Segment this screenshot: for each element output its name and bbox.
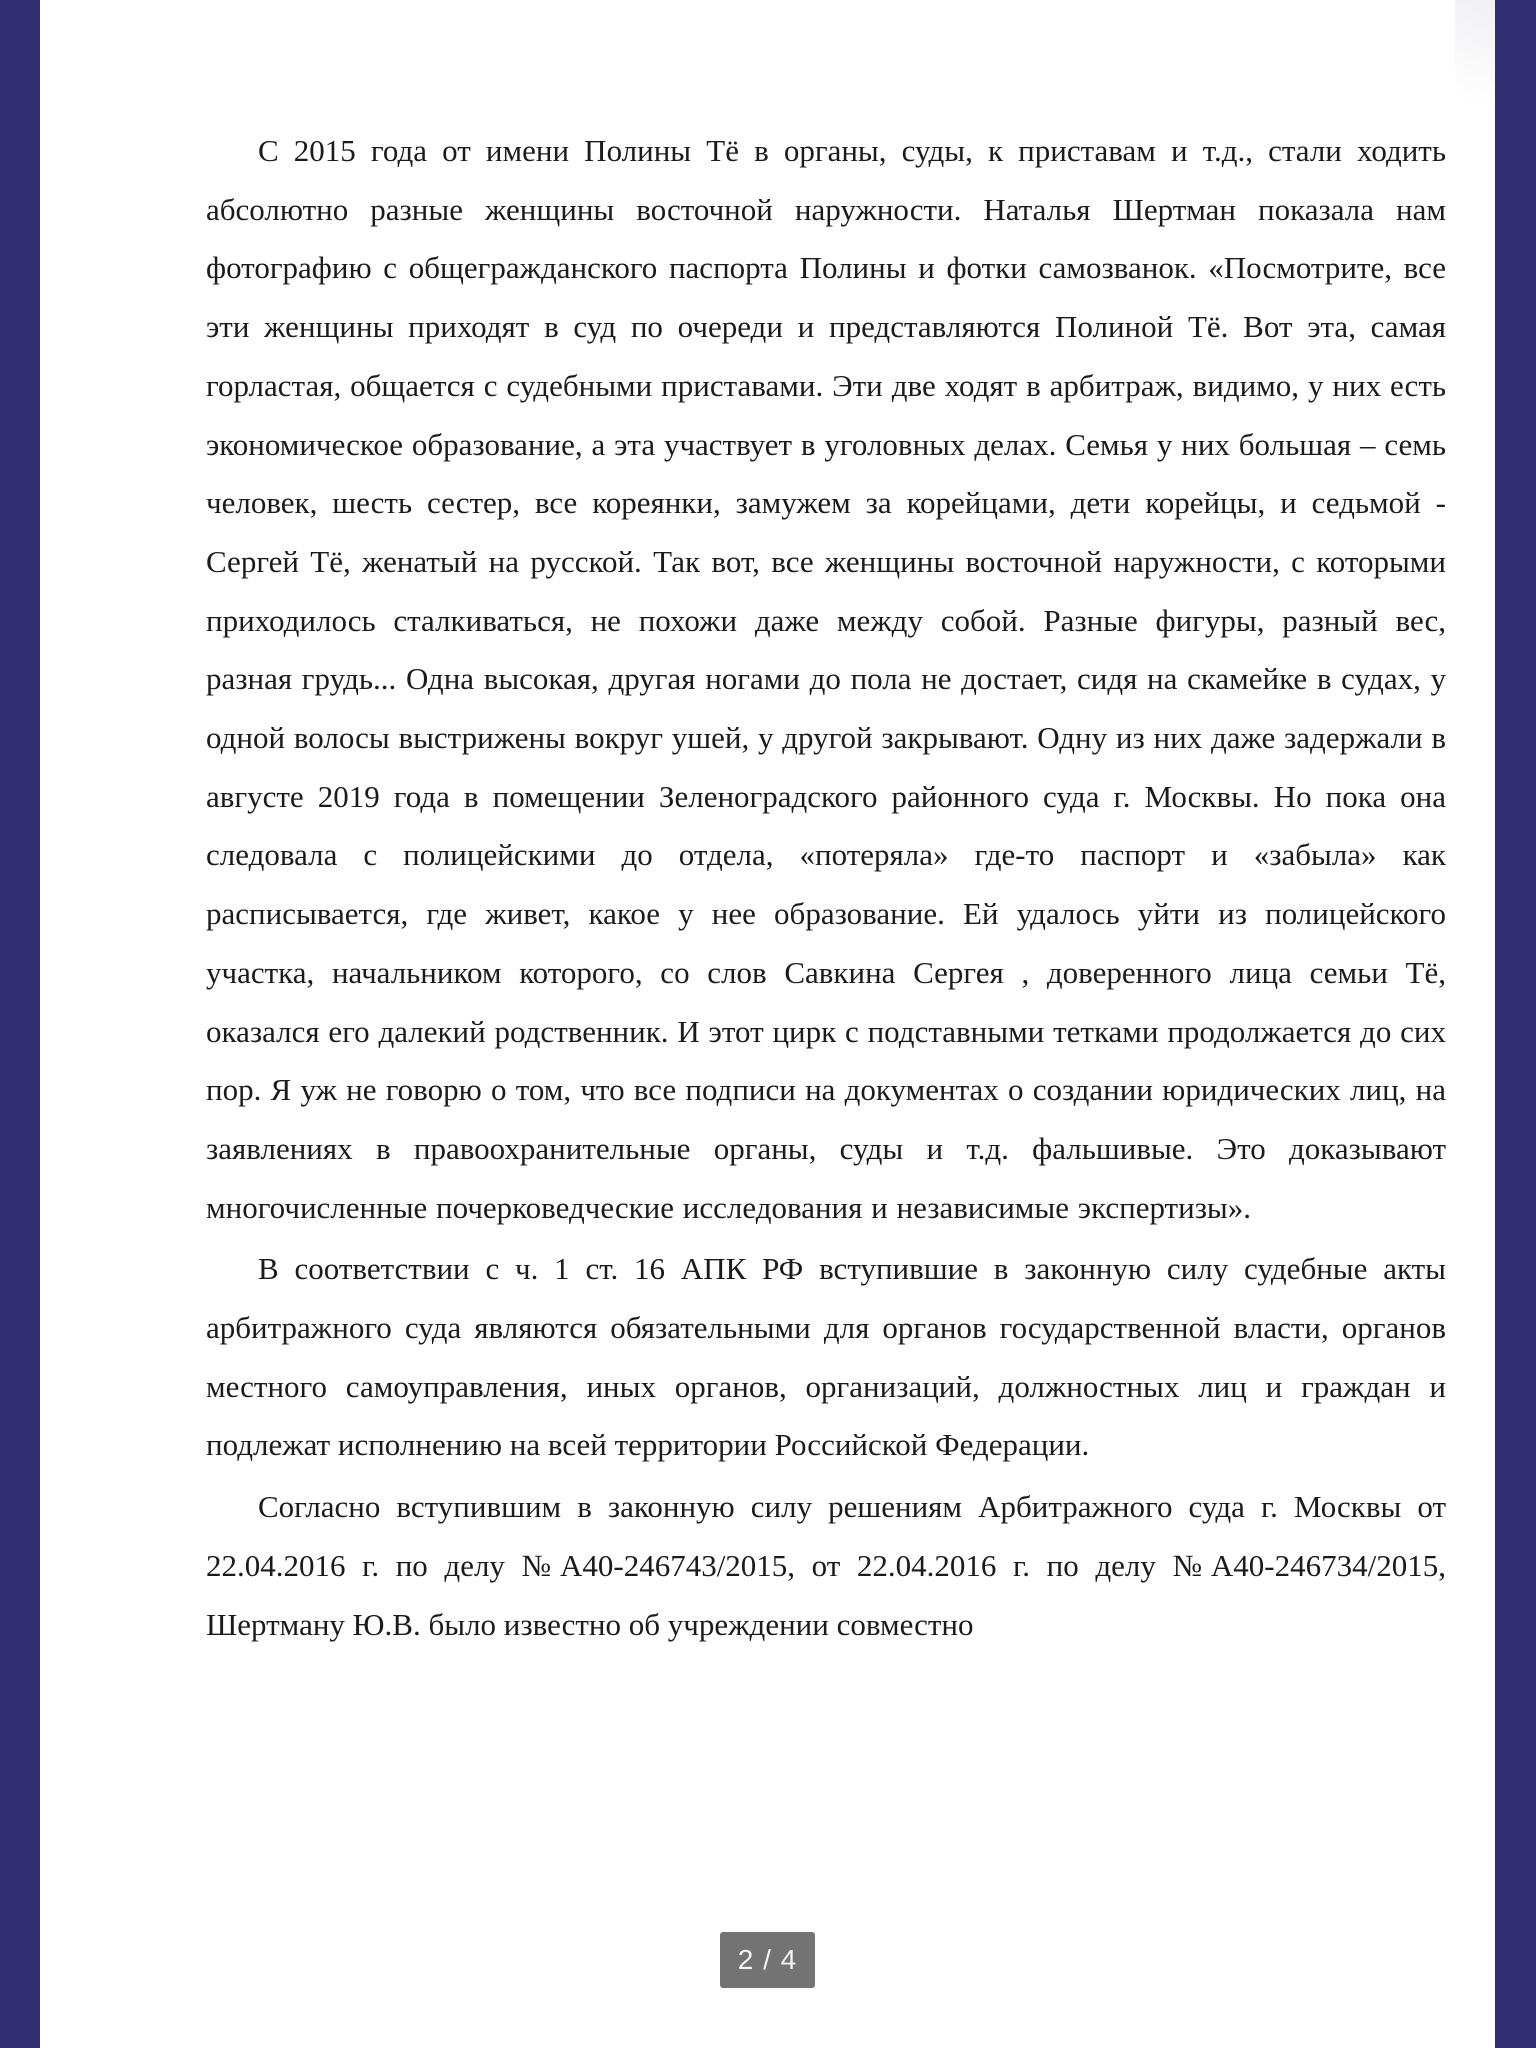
paragraph-1: С 2015 года от имени Полины Тё в органы, суды, к приставам и т.д., стали ходить абсолютно разные женщины восточной наружности. Наталья Шертман показала нам фотографию с общегражданского паспорта Полины и фотки самозванок. «Посмотрите, все эти женщины приходят в суд по очереди и представляются Полиной Тё. Вот эта, самая горластая, общается с судебными приставами. Эти две ходят в арбитраж, видимо, у них есть экономическое образование, а эта участвует в уголовных делах. Семья у них большая – семь человек, шесть сестер, все кореянки, замужем за корейцами, дети корейцы, и седьмой - Сергей Тё, женатый на русской. Так вот, все женщины восточной наружности, с которыми приходилось сталкиваться, не похожи даже между собой. Разные фигуры, разный вес, разная грудь... Одна высокая, другая ногами до пола не достает, сидя на скамейке в судах, у одной волосы выстрижены вокруг ушей, у другой закрывают. Одну из них даже задержали в августе 2019 года в помещении Зеленоградского районного суда г. Москвы. Но пока она следовала с полицейскими до отдела, «потеряла» где-то паспорт и «забыла» как расписывается, где живет, какое у нее образование. Ей удалось уйти из полицейского участка, начальником которого, со слов Савкина Сергея , доверенного лица семьи Тё, оказался его далекий родственник. И этот цирк с подставными тетками продолжается до сих пор. Я уж не говорю о том, что все подписи на документах о создании юридических лиц, на заявлениях в правоохранительные органы, суды и т.д. фальшивые. Это доказывают многочисленные почерковедческие исследования и независимые экспертизы». xyxy=(206,133,1446,1225)
paragraph-3: Согласно вступившим в законную силу решениям Арбитражного суда г. Москвы от 22.04.2016 г. по делу №А40-246743/2015, от 22.04.2016 г. по делу №А40-246734/2015, Шертману Ю.В. было известно об учреждении совместно xyxy=(206,1489,1446,1642)
paragraph-2: В соответствии с ч. 1 ст. 16 АПК РФ вступившие в законную силу судебные акты арбитражного суда являются обязательными для органов государственной власти, органов местного самоуправления, иных органов, организаций, должностных лиц и граждан и подлежат исполнению на всей территории Российской Федерации. xyxy=(206,1251,1446,1463)
page-indicator: 2 / 4 xyxy=(720,1932,815,1988)
page-corner-curl xyxy=(1455,0,1495,150)
document-body xyxy=(206,122,1446,1654)
document-page xyxy=(40,0,1495,2048)
